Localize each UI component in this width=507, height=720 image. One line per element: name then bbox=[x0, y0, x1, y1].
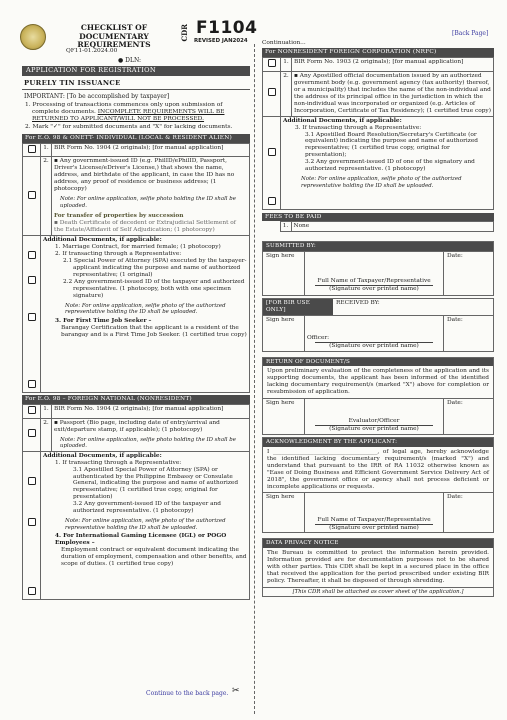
officer-signature-area[interactable]: Officer: (Signature over printed name) bbox=[305, 316, 443, 351]
checkbox[interactable] bbox=[28, 587, 36, 595]
checkbox[interactable] bbox=[28, 276, 36, 284]
back-page-label: [Back Page] bbox=[452, 30, 489, 37]
additional-docs: Additional Documents, if applicable: 1. Marriage Contract, for married female; (1 photocopy) 2. If transacting through a Representative: 2.1 Special Power of Attorney (SPA) executed by the taxpayer-applicant indicating the purpose and name of authorized representative; (1 original) 2.2 Any government-issued ID of the taxpayer and authorized representative. (1 photocopy, both with one specimen signature) Note: For online application, selfie photo of the authorized representative holding the ID shall be uploaded. 3. For First Time Job Seeker – Barangay Certification that the applicant is a resident of the barangay and is a First Time Job Seeker. (1 certified true copy) bbox=[41, 236, 250, 393]
scissors-icon: ✂ bbox=[232, 686, 240, 696]
section-nrfc-table bbox=[262, 57, 494, 210]
right-column bbox=[262, 48, 494, 597]
left-column bbox=[22, 66, 250, 600]
req-text: BIR Form No. 1903 (2 originals); [for manual application] bbox=[292, 57, 494, 71]
continuation-label: Continuation... bbox=[262, 40, 306, 46]
checkbox[interactable] bbox=[28, 313, 36, 321]
checkbox[interactable] bbox=[268, 59, 276, 67]
fees-table bbox=[262, 221, 494, 232]
bir-seal-logo bbox=[20, 24, 46, 50]
date-label[interactable]: Date: bbox=[443, 252, 493, 295]
revised-label: REVISED JAN2024 bbox=[194, 38, 248, 44]
section-foreign-table bbox=[22, 404, 250, 600]
checkbox[interactable] bbox=[28, 191, 36, 199]
table-row: 1. BIR Form No. 1904 (2 originals); [for manual application] bbox=[23, 404, 250, 418]
table-row: 1. BIR Form No. 1904 (2 originals); [for manual application] bbox=[23, 143, 250, 157]
req-text: BIR Form No. 1904 (2 originals); [for manual application] bbox=[52, 143, 250, 157]
checkbox[interactable] bbox=[28, 429, 36, 437]
important-note: IMPORTANT: [To be accomplished by taxpayer] bbox=[24, 93, 170, 101]
fees-header: FEES TO BE PAID bbox=[262, 213, 494, 222]
checkbox[interactable] bbox=[268, 88, 276, 96]
additional-docs: Additional Documents, if applicable: 1. If transacting through a Representative: 3.1 Apostilled Special Power of Attorney (SPA) or authenticated by the Philippine Embassy or Consulate General, indicating the purpose and name of authorized representative; (1 certified true copy, original for presentation) 3.2 Any government-issued ID of the taxpayer and authorized representative. (1 photocopy) Note: For online application, selfie photo of the authorized representative holding the ID shall be uploaded. 4. For International Gaming Licensee (IGL) or POGO Employees – Employment contract or equivalent document indicating the duration of employment, compensation and other benefits, and scope of duties. (1 certified true copy) bbox=[41, 451, 250, 599]
fee-value: None bbox=[291, 222, 494, 232]
req-text: ▪ Any government-issued ID (e.g. PhilID/ePhilID, Passport, Driver's License/eDriver's License,) that shows the name, address, and birthdate of the applicant, in case the ID has no address, any proof of residence or business address; (1 photocopy) Note: For online application, selfie photo holding the ID shall be uploaded. For transfer of properties by succession ▪ Death Certificate of decedent or Extrajudicial Settlement of the Estate/Affidavit of Self Adjudication; (1 photocopy) bbox=[52, 157, 250, 236]
signature-area[interactable]: Full Name of Taxpayer/Representative (Signature over printed name) bbox=[305, 252, 443, 295]
privacy-footnote: [This CDR shall be attached as cover sheet of the application.] bbox=[263, 587, 493, 596]
date-label[interactable]: Date: bbox=[443, 493, 493, 532]
table-row: 2. ▪ Any government-issued ID (e.g. PhilID/ePhilID, Passport, Driver's License/eDriver's License,) that shows the name, address, and birthdate of the applicant, in case the ID has no address, any proof of residence or business address; (1 photocopy) Note: For online application, selfie photo holding the ID shall be uploaded. For transfer of properties by succession ▪ Death Certificate of decedent or Extrajudicial Settlement of the Estate/Affidavit of Self Adjudication; (1 photocopy) bbox=[23, 157, 250, 236]
form-number: F1104 bbox=[196, 18, 258, 38]
table-row bbox=[23, 236, 250, 393]
bir-use-label: [FOR BIR USE ONLY] bbox=[263, 299, 333, 314]
received-by-label: RECEIVED BY: bbox=[336, 300, 380, 307]
privacy-text: The Bureau is committed to protect the information herein provided. Information provided are for documentation purposes not to be shared with other parties. This CDR shall be kept in a secured place in the office that received the application for the period prescribed under existing BIR policy. Thereafter, it shall be disposed of through shredding. bbox=[267, 550, 489, 584]
section-foreign-header: For E.O. 98 – FOREIGN NATIONAL (NONRESIDENT) bbox=[22, 395, 250, 404]
evaluator-signature-area[interactable]: Evaluator/Officer (Signature over printed name) bbox=[305, 399, 443, 434]
section-nrfc-header: For NONRESIDENT FOREIGN CORPORATION (NRFC) bbox=[262, 48, 494, 57]
sign-here-label: Sign here bbox=[263, 493, 305, 532]
checkbox[interactable] bbox=[268, 148, 276, 156]
sign-here-label: Sign here bbox=[263, 252, 305, 295]
acknowledgment-box bbox=[262, 437, 494, 533]
req-text: ▪ Any Apostilled official documentation issued by an authorized government body (e.g. government agency (tax authority) thereof, or a municipality) that includes the name of the non-individual and the address of its principal office in the jurisdiction in which the non-individual was incorporated or organized (e.g. Articles of Incorporation, Certificate of Tax Residency); (1 certified true copy) bbox=[292, 71, 494, 116]
checkbox[interactable] bbox=[28, 251, 36, 259]
cdr-label: CDR bbox=[180, 24, 189, 42]
table-row bbox=[263, 116, 494, 209]
acknowledgment-text: I ____________________________________, of legal age, hereby acknowledge the identified lacking documentary requirement/s (marked "X") and understand that pursuant to the IRR of RA 11032 otherwise known as "Ease of Doing Business and Efficient Government Service Delivery Act of 2018", the government office or agency shall not process deficient or incomplete applications or requests. bbox=[267, 448, 489, 490]
table-row: 2. ▪ Any Apostilled official documentation issued by an authorized government body (e.g. government agency (tax authority) thereof, or a municipality) that includes the name of the non-individual and the address of its principal office in the jurisdiction in which the non-individual was incorporated or organized (e.g. Articles of Incorporation, Certificate of Tax Residency); (1 certified true copy) bbox=[263, 71, 494, 116]
section-individual-header: For E.O. 98 & ONETT- INDIVIDUAL (LOCAL & RESIDENT ALIEN) bbox=[22, 134, 250, 143]
sign-here-label: Sign here bbox=[263, 399, 305, 434]
date-label[interactable]: Date: bbox=[443, 399, 493, 434]
instruction-1: 1. Processing of transactions commences only upon submission of complete documents. INCOMPLETE REQUIREMENTS WILL BE RETURNED TO APPLICANT/WILL NOT BE PROCESSED. bbox=[25, 102, 225, 123]
return-docs-header: RETURN OF DOCUMENT/S bbox=[263, 358, 493, 367]
form-title: CHECKLIST OF DOCUMENTARY REQUIREMENTS bbox=[77, 23, 151, 50]
table-row: 1. BIR Form No. 1903 (2 originals); [for manual application] bbox=[263, 57, 494, 71]
submitted-by-box bbox=[262, 241, 494, 296]
table-row: 2. ▪ Passport (Bio page, including date of entry/arrival and exit/departure stamp, if applicable); (1 photocopy) Note: For online application, selfie photo holding the ID shall be uploaded. bbox=[23, 418, 250, 451]
checkbox[interactable] bbox=[28, 380, 36, 388]
checkbox[interactable] bbox=[28, 145, 36, 153]
table-row: 1. None bbox=[262, 222, 494, 232]
instructions bbox=[22, 100, 250, 131]
submitted-by-header: SUBMITTED BY: bbox=[263, 242, 493, 251]
form-ref: QF11-01.2024.00 bbox=[66, 48, 118, 54]
checkbox[interactable] bbox=[28, 406, 36, 414]
checkbox[interactable] bbox=[268, 197, 276, 205]
cut-line bbox=[254, 44, 255, 714]
instruction-2: 2. Mark "✓" for submitted documents and "X" for lacking documents. bbox=[25, 124, 233, 131]
section-individual-table bbox=[22, 143, 250, 393]
privacy-header: DATA PRIVACY NOTICE bbox=[263, 539, 493, 548]
acknowledgment-header: ACKNOWLEDGMENT BY THE APPLICANT: bbox=[263, 438, 493, 447]
dln-label: ● DLN: bbox=[118, 57, 142, 64]
return-docs-text: Upon preliminary evaluation of the completeness of the application and its supporting documents, the applicant has been informed of the identified lacking documentary requirement/s (marked "X") above for completion or resubmission of application. bbox=[267, 368, 489, 396]
continue-back-note: Continue to the back page. bbox=[146, 690, 229, 697]
applicant-signature-area[interactable]: Full Name of Taxpayer/Representative (Signature over printed name) bbox=[305, 493, 443, 532]
date-label[interactable]: Date: bbox=[443, 316, 493, 351]
checkbox[interactable] bbox=[28, 477, 36, 485]
checkbox[interactable] bbox=[28, 518, 36, 526]
purely-tin-heading: PURELY TIN ISSUANCE bbox=[22, 76, 250, 90]
sign-here-label: Sign here bbox=[263, 316, 305, 351]
return-docs-box bbox=[262, 357, 494, 436]
table-row bbox=[23, 451, 250, 599]
additional-docs: Additional Documents, if applicable: 3. If transacting through a Representative: 3.1 Apostilled Board Resolution/Secretary's Certificate (or equivalent) indicating the purpose and name of authorized representative; (1 certified true copy, original for presentation); 3.2 Any government-issued ID of one of the signatory and authorized representative. (1 photocopy) Note: For online application, selfie photo of the authorized representative holding the ID shall be uploaded. bbox=[281, 116, 494, 209]
req-text: ▪ Passport (Bio page, including date of entry/arrival and exit/departure stamp, if applicable); (1 photocopy) Note: For online application, selfie photo holding the ID shall be uploaded. bbox=[52, 418, 250, 451]
application-bar: APPLICATION FOR REGISTRATION bbox=[22, 66, 250, 76]
privacy-box bbox=[262, 538, 494, 597]
received-by-box bbox=[262, 298, 494, 351]
req-text: BIR Form No. 1904 (2 originals); [for manual application] bbox=[52, 404, 250, 418]
